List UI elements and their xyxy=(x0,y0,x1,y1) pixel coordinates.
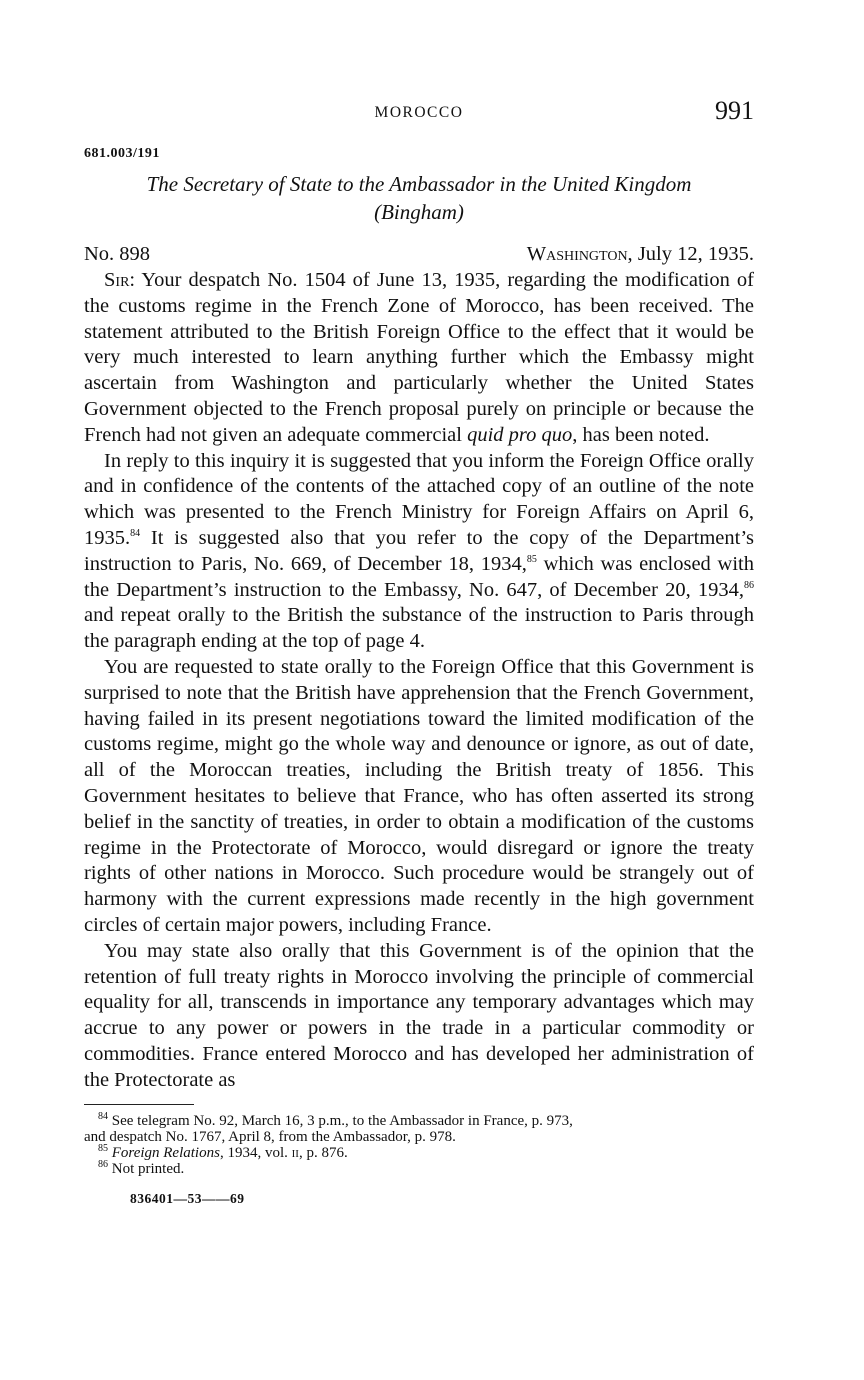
footnote-divider xyxy=(84,1104,194,1105)
footnote-84 xyxy=(84,1110,754,1129)
footnote-85-mark: 85 xyxy=(98,1142,108,1154)
paragraph-4: You may state also orally that this Government is of the opinion that the retention of full treaty rights in Morocco involving the principle of commercial equality for all, transcends in importance any temporary advantages which may accrue to any power or powers in the trade in a particular commodity or commodities. France entered Morocco and has developed her administration of the Protectorate as xyxy=(84,939,754,1091)
place: Washington, xyxy=(526,243,633,265)
date: July 12, 1935. xyxy=(632,243,754,265)
dateline xyxy=(84,240,754,268)
salutation: Sir xyxy=(104,269,130,291)
footnote-86-mark: 86 xyxy=(98,1158,108,1170)
footnote-86-text: Not printed. xyxy=(108,1160,185,1177)
footnote-85-volume: ii xyxy=(291,1144,299,1161)
footnotes xyxy=(84,1110,754,1177)
document-title-line1: The Secretary of State to the Ambassador in the United Kingdom xyxy=(146,172,692,196)
paragraph-1-text-b: , has been noted. xyxy=(572,423,710,446)
despatch-number: No. 898 xyxy=(84,243,151,265)
footnote-ref-84[interactable]: 84 xyxy=(130,528,141,540)
paragraph-2-text-b: It is suggested also that you refer to the copy of the Department’s instruction to Paris, No. 669, of December 18, 1934, xyxy=(84,526,754,575)
paragraph-1 xyxy=(84,268,754,449)
paragraph-1-text-a: : Your despatch No. 1504 of June 13, 1935, regarding the modification of the customs regime in the French Zone of Morocco, has been received. The statement attributed to the British Foreign Office to the effect that it would be very much interested to learn anything further which the Embassy might ascertain from Washington and particularly whether the United States Government objected to the French proposal purely on principle or because the French had not given an adequate commercial xyxy=(84,269,754,446)
footnote-ref-85[interactable]: 85 xyxy=(526,553,537,565)
letter-body xyxy=(84,268,754,1094)
paragraph-3: You are requested to state orally to the Foreign Office that this Government is surprised to note that the British have apprehension that the French Government, having failed in its present negotiations toward the limited modification of the customs regime, might go the whole way and denounce or ignore, as out of date, all of the Moroccan treaties, including the British treaty of 1856. This Government hesitates to believe that France, who has often asserted its strong belief in the sanctity of treaties, in order to obtain a modification of the customs regime in the Protectorate of Morocco, would disregard or ignore the treaty rights of other nations in Morocco. Such procedure would be strangely out of harmony with the current expressions made recently in the high government circles of certain major powers, including France. xyxy=(84,655,754,936)
running-head xyxy=(84,96,754,130)
document-title xyxy=(84,170,754,226)
page-number: 991 xyxy=(715,96,754,125)
file-number: 681.003/191 xyxy=(84,146,160,161)
footnote-85-title: Foreign Relations xyxy=(111,1144,220,1161)
latin-phrase: quid pro quo xyxy=(467,423,573,446)
paragraph-2-text-a: In reply to this inquiry it is suggested that you inform the Foreign Office orally and in confidence of the contents of the attached copy of an outline of the note which was presented to the French Ministry for Foreign Affairs on April 6, 1935. xyxy=(84,449,754,549)
paragraph-2-text-c: which was enclosed with the Department’s instruction to the Embassy, No. 647, of December 20, 1934, xyxy=(84,552,754,601)
footnote-ref-86[interactable]: 86 xyxy=(744,579,754,591)
running-title: MOROCCO xyxy=(374,104,464,121)
document-page xyxy=(84,96,754,1207)
footnote-84-mark: 84 xyxy=(98,1110,108,1122)
footnote-85-page: , p. 876. xyxy=(298,1144,348,1161)
footnote-86 xyxy=(84,1158,754,1177)
paragraph-2-text-d: and repeat orally to the British the substance of the instruction to Paris through the paragraph ending at the top of page 4. xyxy=(84,604,754,653)
paragraph-2 xyxy=(84,449,754,655)
document-title-line2: (Bingham) xyxy=(374,200,464,224)
footnote-85-text: , 1934, vol. xyxy=(219,1144,292,1161)
footnote-84-text: See telegram No. 92, March 16, 3 p.m., to the Ambassador in France, p. 973, xyxy=(108,1112,573,1129)
footnote-84-continued: and despatch No. 1767, April 8, from the Ambassador, p. 978. xyxy=(84,1128,456,1145)
footnote-85 xyxy=(84,1142,754,1161)
printer-line: 836401—53——69 xyxy=(130,1190,245,1206)
place-date xyxy=(527,240,754,268)
